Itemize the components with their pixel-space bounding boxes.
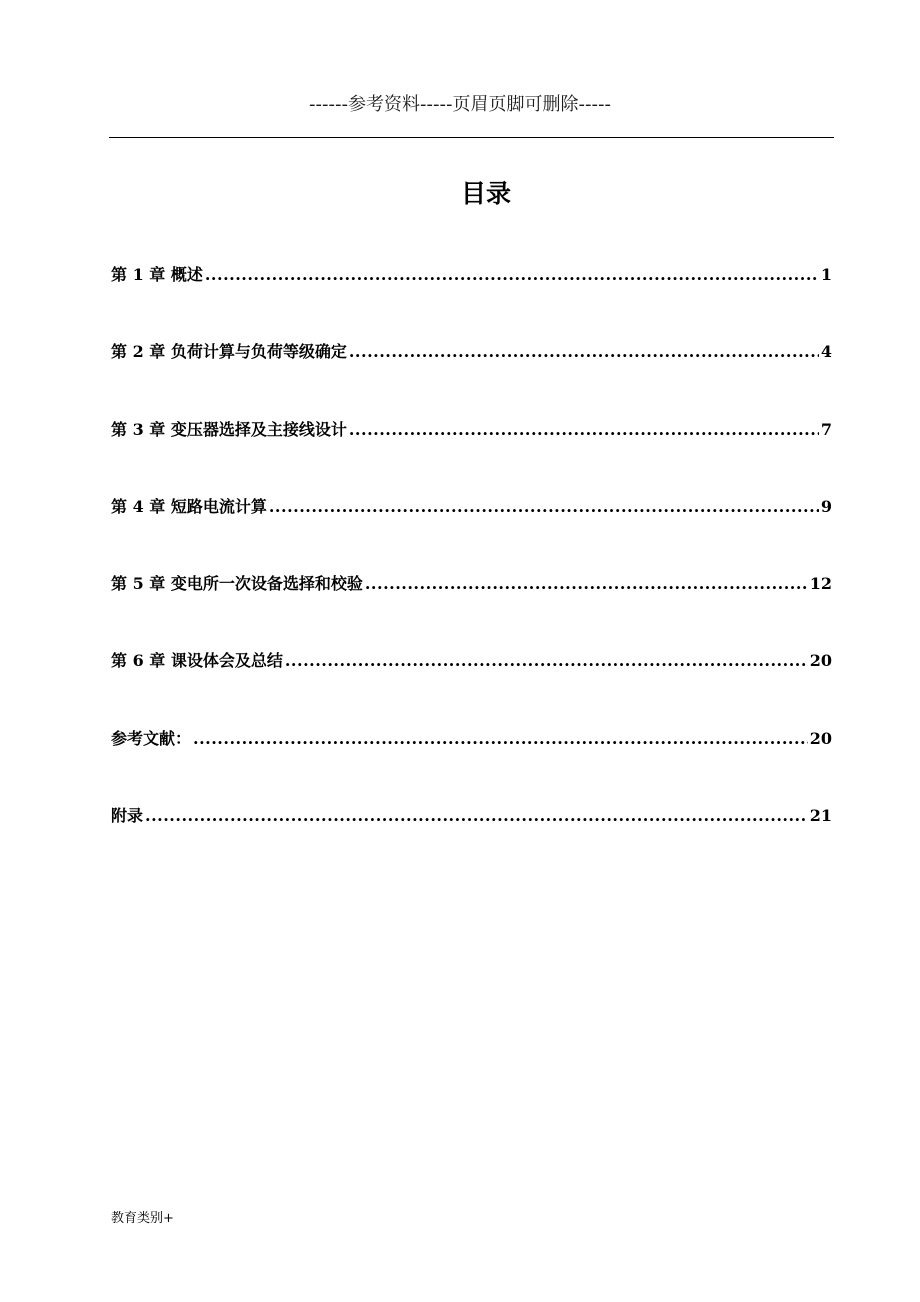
toc-entry-label: 参考文献： [111,728,192,748]
toc-entry-label: 第 4 章 短路电流计算 [111,496,267,516]
toc-entry-chapter-2[interactable] [111,339,832,416]
toc-dot-leader [205,265,819,284]
page-footer: 教育类别+ [111,1211,174,1226]
toc-page-number: 9 [820,496,832,516]
toc-dot-leader [269,497,819,516]
toc-dot-leader [349,342,819,361]
toc-entry-label: 第 2 章 负荷计算与负荷等级确定 [111,342,347,362]
toc-page-number: 20 [809,651,832,671]
toc-entry-label: 附录 [111,806,144,826]
toc-entry-label: 第 3 章 变压器选择及主接线设计 [111,419,347,439]
toc-entry-chapter-1[interactable] [111,262,832,339]
toc-page-number: 20 [809,728,832,748]
header-divider [109,137,834,138]
toc-page-number: 12 [809,574,832,594]
toc-entry-chapter-6[interactable] [111,648,832,725]
toc-page-number: 4 [820,342,832,362]
toc-dot-leader [285,651,808,670]
toc-entry-label: 第 6 章 课设体会及总结 [111,651,283,671]
toc-dot-leader [193,729,808,748]
toc-entry-references[interactable] [111,726,832,803]
toc-dot-leader [365,574,808,593]
toc-dot-leader [145,806,808,825]
page-header: ------参考资料-----页眉页脚可删除----- [309,94,611,115]
toc-title: 目录 [460,179,511,208]
toc-entry-label: 第 5 章 变电所一次设备选择和校验 [111,574,363,594]
toc-dot-leader [349,420,819,439]
toc-entry-appendix[interactable] [111,803,832,880]
toc-page-number: 1 [820,265,832,284]
toc-page-number: 7 [820,419,832,439]
table-of-contents [111,262,832,880]
toc-entry-chapter-4[interactable] [111,494,832,571]
toc-entry-label: 第 1 章 概述 [111,265,203,284]
toc-page-number: 21 [809,806,832,826]
toc-entry-chapter-5[interactable] [111,571,832,648]
toc-entry-chapter-3[interactable] [111,417,832,494]
